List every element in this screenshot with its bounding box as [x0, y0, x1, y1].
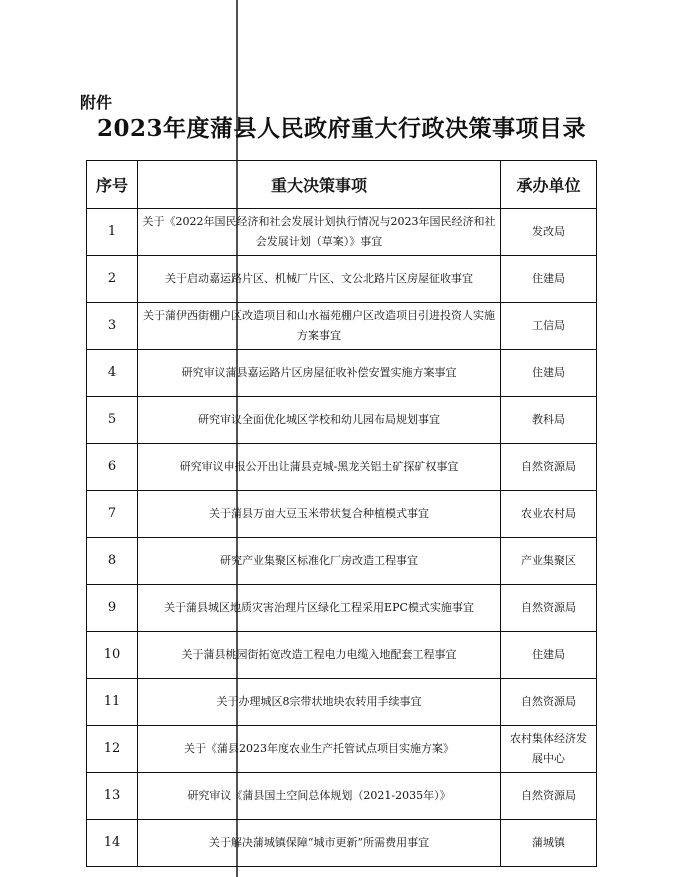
row-item: 关于蒲县城区地质灾害治理片区绿化工程采用EPC模式实施事宜 — [138, 585, 501, 632]
row-item: 关于《蒲县2023年度农业生产托管试点项目实施方案》 — [138, 726, 501, 773]
row-number: 1 — [87, 209, 138, 256]
table-row — [87, 773, 597, 820]
table-row — [87, 256, 597, 303]
table-row — [87, 632, 597, 679]
row-item: 研究产业集聚区标准化厂房改造工程事宜 — [138, 538, 501, 585]
header-responsible-unit: 承办单位 — [501, 161, 597, 209]
row-unit: 工信局 — [501, 303, 597, 350]
document-title: 2023年度蒲县人民政府重大行政决策事项目录 — [96, 115, 586, 142]
row-unit: 产业集聚区 — [501, 538, 597, 585]
row-unit: 住建局 — [501, 632, 597, 679]
row-item: 研究审议全面优化城区学校和幼儿园布局规划事宜 — [138, 397, 501, 444]
row-number: 10 — [87, 632, 138, 679]
decision-table — [86, 160, 597, 867]
row-number: 14 — [87, 820, 138, 867]
row-number: 12 — [87, 726, 138, 773]
attachment-label: 附件 — [80, 93, 113, 112]
row-item: 关于蒲伊西街棚户区改造项目和山水福苑棚户区改造项目引进投资人实施方案事宜 — [138, 303, 501, 350]
row-item: 关于解决蒲城镇保障“城市更新”所需费用事宜 — [138, 820, 501, 867]
row-number: 4 — [87, 350, 138, 397]
row-number: 8 — [87, 538, 138, 585]
row-unit: 自然资源局 — [501, 679, 597, 726]
row-item: 关于办理城区8宗带状地块农转用手续事宜 — [138, 679, 501, 726]
row-number: 11 — [87, 679, 138, 726]
row-item: 研究审议《蒲县国土空间总体规划（2021-2035年）》 — [138, 773, 501, 820]
row-unit: 农业农村局 — [501, 491, 597, 538]
table-row — [87, 726, 597, 773]
table-row — [87, 444, 597, 491]
row-unit: 住建局 — [501, 350, 597, 397]
row-item: 关于启动嘉运路片区、机械厂片区、文公北路片区房屋征收事宜 — [138, 256, 501, 303]
row-item: 研究审议申报公开出让蒲县克城-黑龙关铝土矿探矿权事宜 — [138, 444, 501, 491]
row-unit: 自然资源局 — [501, 444, 597, 491]
row-item: 关于《2022年国民经济和社会发展计划执行情况与2023年国民经济和社会发展计划（草案）》事宜 — [138, 209, 501, 256]
row-number: 5 — [87, 397, 138, 444]
row-number: 13 — [87, 773, 138, 820]
table-row — [87, 350, 597, 397]
table-row — [87, 820, 597, 867]
row-item: 关于蒲县桃园街拓宽改造工程电力电缆入地配套工程事宜 — [138, 632, 501, 679]
row-number: 2 — [87, 256, 138, 303]
row-unit: 自然资源局 — [501, 773, 597, 820]
row-unit: 发改局 — [501, 209, 597, 256]
row-number: 7 — [87, 491, 138, 538]
table-row — [87, 679, 597, 726]
row-number: 3 — [87, 303, 138, 350]
row-unit: 农村集体经济发展中心 — [501, 726, 597, 773]
row-item: 关于蒲县万亩大豆玉米带状复合种植模式事宜 — [138, 491, 501, 538]
table-row — [87, 303, 597, 350]
row-unit: 教科局 — [501, 397, 597, 444]
row-number: 6 — [87, 444, 138, 491]
table-header-row — [87, 161, 597, 209]
row-unit: 蒲城镇 — [501, 820, 597, 867]
row-number: 9 — [87, 585, 138, 632]
table-row — [87, 585, 597, 632]
row-unit: 住建局 — [501, 256, 597, 303]
table-row — [87, 538, 597, 585]
table-row — [87, 397, 597, 444]
table-row — [87, 491, 597, 538]
row-item: 研究审议蒲县嘉运路片区房屋征收补偿安置实施方案事宜 — [138, 350, 501, 397]
row-unit: 自然资源局 — [501, 585, 597, 632]
table-row — [87, 209, 597, 256]
header-decision-item: 重大决策事项 — [138, 161, 501, 209]
header-number: 序号 — [87, 161, 138, 209]
